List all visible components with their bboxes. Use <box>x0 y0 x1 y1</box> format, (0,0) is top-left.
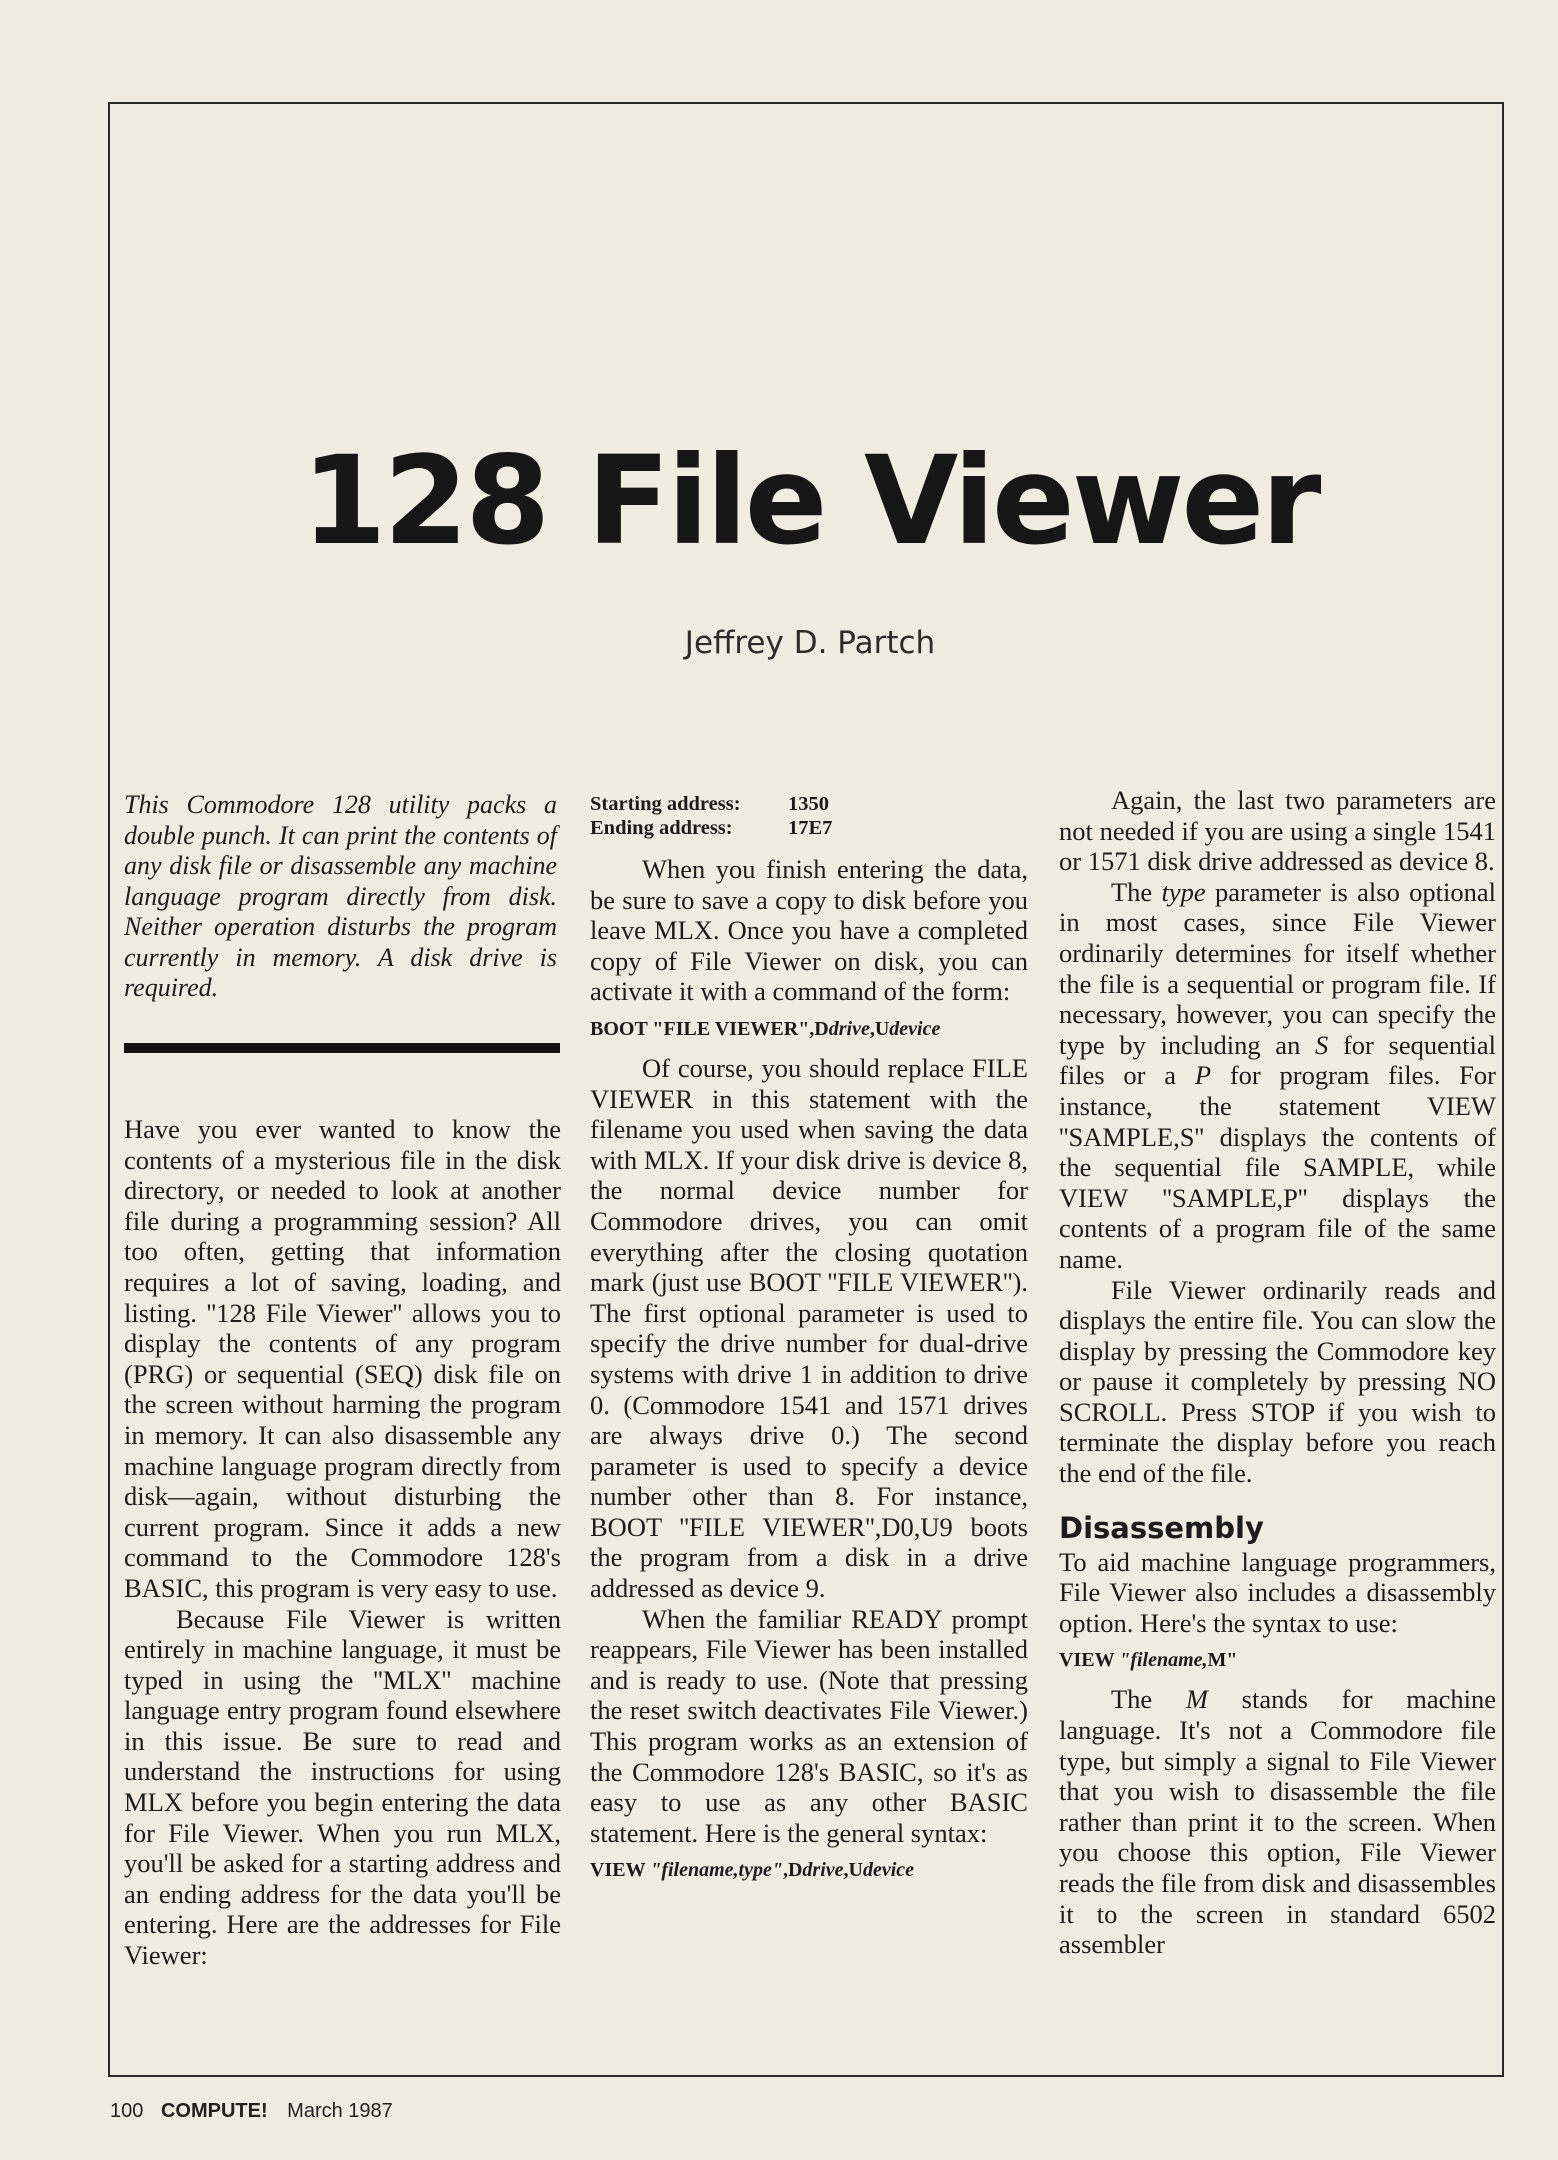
paragraph: Of course, you should replace FILE VIEWER in this statement with the filename you used when saving the data with MLX. If your disk drive is device 8, the normal device number for Commodore drives, you can omit everything after the closing quotation mark (just use BOOT ''FILE VIEWER''). The first optional parameter is used to specify the drive number for dual-drive systems with drive 1 in addition to drive 0. (Commodore 1541 and 1571 drives are always drive 0.) The second parameter is used to specify a device number other than 8. For instance, BOOT ''FILE VIEWER'',D0,U9 boots the program from a disk in a drive addressed as device 9. <box>590 1052 1028 1604</box>
paragraph: To aid machine language programmers, File Viewer also includes a disassembly option. Here's the syntax to use: <box>1059 1546 1496 1638</box>
section-heading: Disassembly <box>1059 1510 1264 1545</box>
article-title: 128 File Viewer <box>301 430 1319 572</box>
end-address-label: Ending address: <box>590 817 733 839</box>
start-address-row <box>590 792 1028 816</box>
column-1 <box>124 1114 561 1971</box>
column-2 <box>590 854 1028 1894</box>
paragraph: Because File Viewer is written entirely in machine language, it must be typed in using the ''MLX'' machine language entry program found elsewhere in this issue. Be sure to read and understand the instructions for using MLX before you begin entering the data for File Viewer. When you run MLX, you'll be asked for a starting address and an ending address for the data you'll be entering. Here are the addresses for File Viewer: <box>124 1603 561 1971</box>
column-3 <box>1059 785 1496 1960</box>
view-command-syntax: VIEW "filename,type",Ddrive,Udevice <box>590 1859 915 1882</box>
paragraph: When you finish entering the data, be sure to save a copy to disk before you leave MLX. Once you have a completed copy of File Viewer on disk, you can activate it with a command of the form: <box>590 854 1028 1007</box>
start-address-label: Starting address: <box>590 793 741 815</box>
paragraph: Have you ever wanted to know the contents of a mysterious file in the disk directory, or needed to look at another file during a programming session? All too often, getting that information requires a lot of saving, loading, and listing. ''128 File Viewer'' allows you to display the contents of any program (PRG) or sequential (SEQ) disk file on the screen without harming the program in memory. It can also disassemble any machine language program directly from disk—again, without disturbing the current program. Since it adds a new command to the Commodore 128's BASIC, this program is very easy to use. <box>124 1114 561 1603</box>
article-intro: This Commodore 128 utility packs a double punch. It can print the contents of any disk file or disassemble any machine language program directly from disk. Neither operation disturbs the program currently in memory. A disk drive is required. <box>124 790 557 1002</box>
page-number: 100 <box>110 2100 144 2122</box>
page-footer <box>110 2100 393 2123</box>
disassembly-command-syntax: VIEW "filename,M" <box>1059 1649 1238 1672</box>
end-address-value: 17E7 <box>788 817 833 839</box>
paragraph: Again, the last two parameters are not needed if you are using a single 1541 or 1571 disk drive addressed as device 8. <box>1059 785 1496 877</box>
magazine-name: COMPUTE! <box>160 2100 268 2122</box>
paragraph: File Viewer ordinarily reads and displays the entire file. You can slow the display by pressing the Commodore key or pause it completely by pressing NO SCROLL. Press STOP if you wish to terminate the display before you reach the end of the file. <box>1059 1274 1496 1489</box>
paragraph: The type parameter is also optional in most cases, since File Viewer ordinarily determines for itself whether the file is a sequential or program file. If necessary, however, you can specify the type by including an S for sequential files or a P for program files. For instance, the statement VIEW ''SAMPLE,S'' displays the contents of the sequential file SAMPLE, while VIEW ''SAMPLE,P'' displays the contents of a program file of the same name. <box>1059 876 1497 1274</box>
boot-command-syntax: BOOT "FILE VIEWER",Ddrive,Udevice <box>590 1017 941 1040</box>
address-table <box>590 792 1028 840</box>
author-byline: Jeffrey D. Partch <box>684 625 936 661</box>
end-address-row <box>590 816 1028 840</box>
start-address-value: 1350 <box>788 793 829 815</box>
section-divider <box>124 1043 560 1053</box>
paragraph: The M stands for machine language. It's not a Commodore file type, but simply a signal to File Viewer that you wish to disassemble the file rather than print it to the screen. When you choose this option, File Viewer reads the file from disk and disassembles it to the screen in standard 6502 assembler <box>1059 1684 1496 1960</box>
issue-date: March 1987 <box>287 2100 393 2122</box>
paragraph: When the familiar READY prompt reappears, File Viewer has been installed and is ready to use. (Note that pressing the reset switch deactivates File Viewer.) This program works as an extension of the Commodore 128's BASIC, so it's as easy to use as any other BASIC statement. Here is the general syntax: <box>590 1603 1028 1848</box>
